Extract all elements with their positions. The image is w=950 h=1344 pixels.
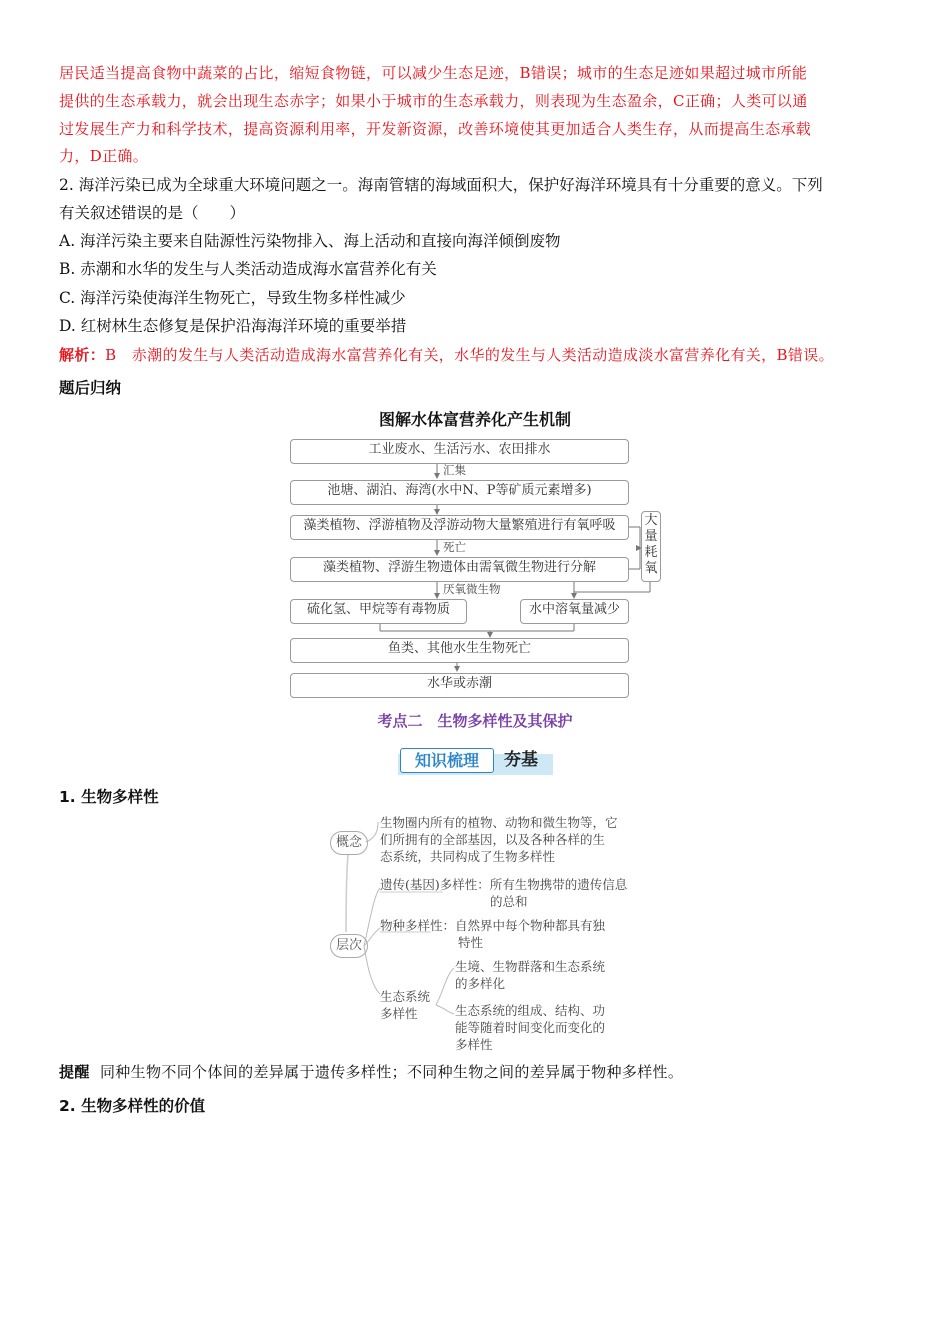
genetic-text-2: 的总和 [490,894,528,909]
reminder-text: 同种生物不同个体间的差异属于遗传多样性；不同种生物之间的差异属于物种多样性。 [99,1063,684,1081]
eco-text2-line-3: 多样性 [455,1037,493,1052]
flow-box-oxygen-consumption: 大量耗氧 [641,511,661,582]
banner-text: 夯基 [504,750,538,770]
flow-box-wastewater: 工业废水、生活污水、农田排水 [290,439,629,464]
knowledge-banner [398,746,553,775]
reminder-label: 提醒 [59,1063,90,1081]
eco-label-line-1: 生态系统 [380,989,431,1004]
eco-text1-line-1: 生境、生物群落和生态系统 [455,959,606,974]
option-b: B. 赤潮和水华的发生与人类活动造成海水富营养化有关 [59,260,437,278]
option-a: A. 海洋污染主要来自陆源性污染物排入、海上活动和直接向海洋倾倒废物 [59,232,561,250]
concept-text-line-1: 生物圈内所有的植物、动物和微生物等，它 [380,815,618,830]
mindmap-genetic [380,876,627,893]
answer-letter: B [105,346,117,364]
banner-tag: 知识梳理 [400,748,494,773]
flow-box-fish-death: 鱼类、其他水生生物死亡 [290,638,629,663]
species-text-2: 特性 [458,935,484,950]
flow-label-collect: 汇集 [443,463,466,477]
mindmap-eco-text-2 [455,1002,605,1053]
flow-label-death: 死亡 [443,540,466,554]
point-1-title: 1. 生物多样性 [59,788,159,806]
flow-box-algae-bloom: 藻类植物、浮游植物及浮游动物大量繁殖进行有氧呼吸 [290,515,629,540]
flowchart-title: 图解水体富营养化产生机制 [378,410,571,429]
eco-text1-line-2: 的多样化 [455,976,506,991]
eco-text2-line-2: 能等随着时间变化而变化的 [455,1020,606,1035]
summary-heading: 题后归纳 [59,379,122,397]
mindmap-species [380,917,605,934]
question-stem-line-1: 2. 海洋污染已成为全球重大环境问题之一。海南管辖的海域面积大，保护好海洋环境具有十分重要的意义。下列 [59,176,823,194]
analysis-text: 赤潮的发生与人类活动造成海水富营养化有关，水华的发生与人类活动造成淡水富营养化有关，B错误。 [131,346,834,364]
concept-text-line-2: 们所拥有的全部基因，以及各种各样的生 [380,832,606,847]
mindmap-concept-text [380,814,618,865]
genetic-text-1: 所有生物携带的遗传信息 [489,877,628,892]
option-c: C. 海洋污染使海洋生物死亡，导致生物多样性减少 [59,289,406,307]
mindmap-levels-node: 层次 [330,934,368,958]
mindmap-eco-text-1 [455,958,605,992]
point-2-title: 2. 生物多样性的价值 [59,1097,206,1115]
analysis-line-4: 力，D正确。 [59,147,149,165]
analysis-line-3: 过发展生产力和科学技术，提高资源利用率，开发新资源，改善环境使其更加适合人类生存，从而提高生态承载 [59,120,812,138]
flow-box-oxygen-decrease: 水中溶氧量减少 [520,599,629,624]
flow-box-decomposition: 藻类植物、浮游生物遗体由需氧微生物进行分解 [290,557,629,582]
flow-box-water-bodies: 池塘、湖泊、海湾(水中N、P等矿质元素增多) [290,480,629,505]
reminder [59,1062,683,1082]
eco-label-line-2: 多样性 [380,1006,418,1021]
analysis-line-1: 居民适当提高食物中蔬菜的占比，缩短食物链，可以减少生态足迹，B错误；城市的生态足迹如果超过城市所能 [59,64,808,82]
genetic-label: 遗传(基因)多样性： [380,877,490,892]
analysis-line-2: 提供的生态承载力，就会出现生态赤字；如果小于城市的生态承载力，则表现为生态盈余，C正确；人类可以通 [59,92,808,110]
analysis-label: 解析： [59,346,106,364]
option-d: D. 红树林生态修复是保护沿海海洋环境的重要举措 [59,317,407,335]
species-text-1: 自然界中每个物种都具有独 [455,918,606,933]
flow-box-toxic-substances: 硫化氢、甲烷等有毒物质 [290,599,467,624]
eco-text2-line-1: 生态系统的组成、结构、功 [455,1003,606,1018]
section-title: 考点二 生物多样性及其保护 [377,712,573,730]
flow-box-bloom-red-tide: 水华或赤潮 [290,673,629,698]
mindmap-ecosystem-label [380,988,430,1022]
question-stem-line-2: 有关叙述错误的是（ ） [59,204,246,222]
flow-label-anaerobic: 厌氧微生物 [443,582,501,596]
concept-text-line-3: 态系统，共同构成了生物多样性 [380,849,556,864]
mindmap-concept-node: 概念 [330,831,368,855]
species-label: 物种多样性： [380,918,456,933]
